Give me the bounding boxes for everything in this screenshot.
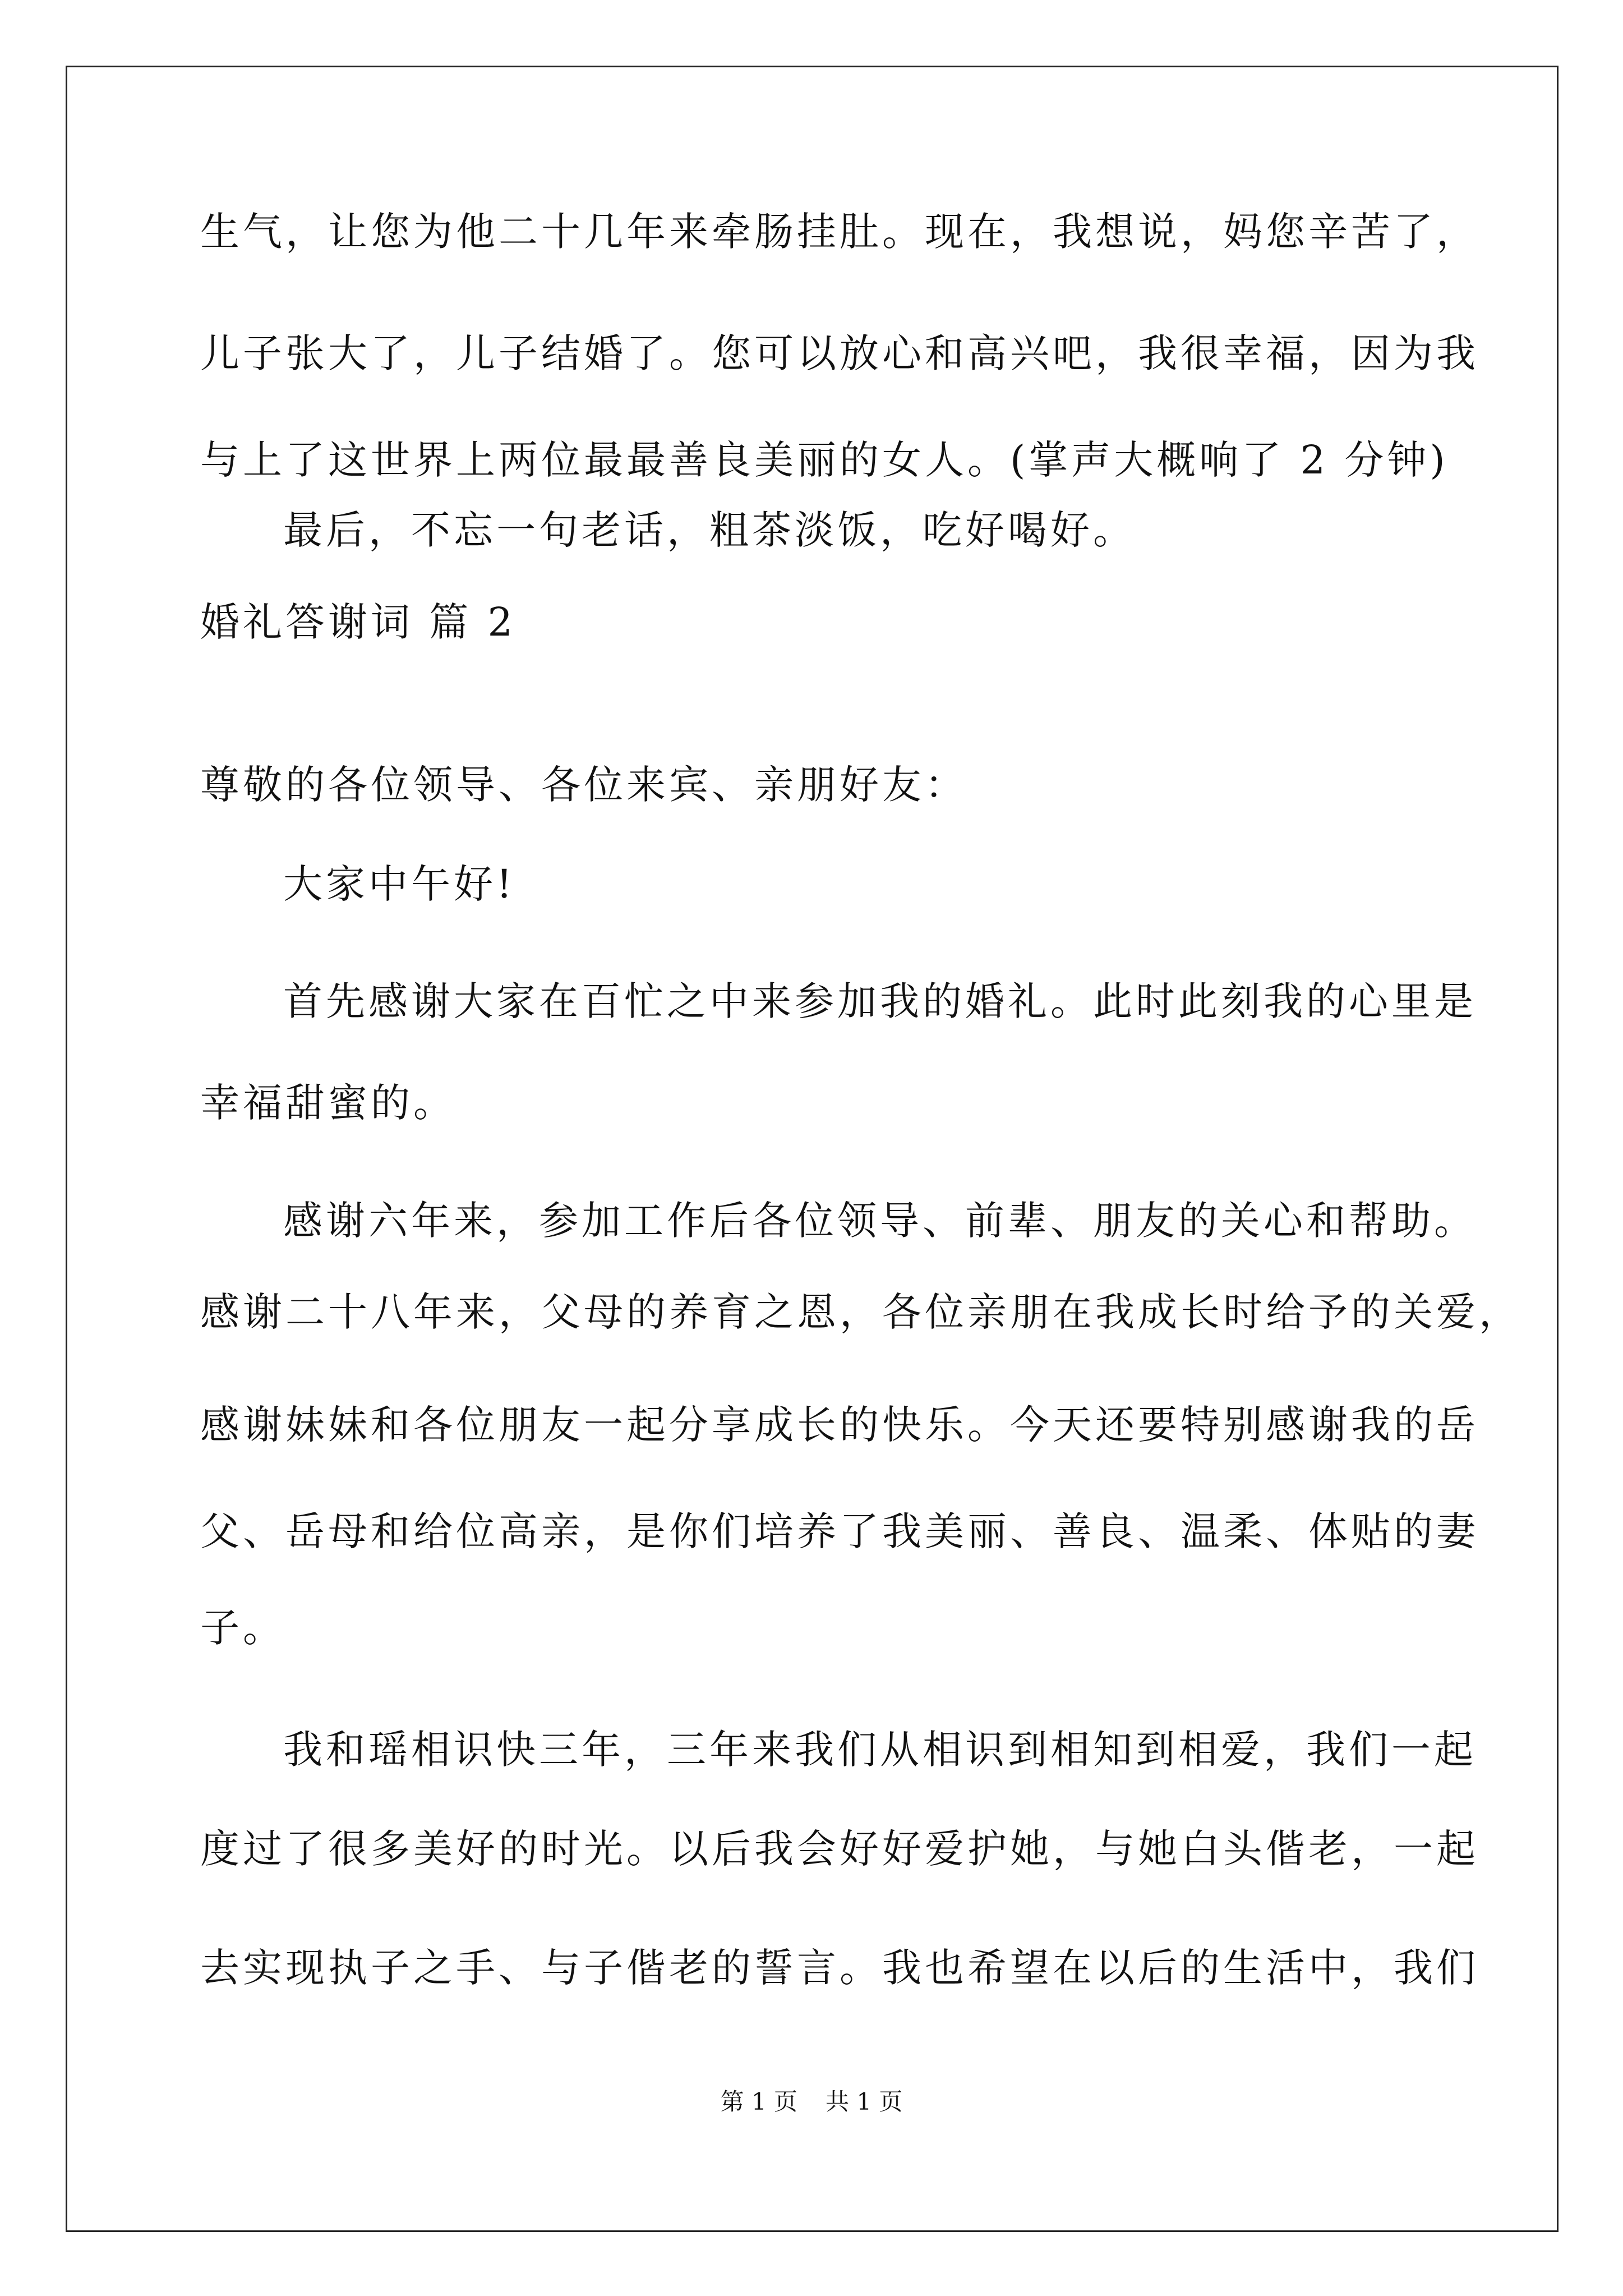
body-text-line: 感谢妹妹和各位朋友一起分享成长的快乐。今天还要特别感谢我的岳 [200, 1402, 1479, 1448]
body-text-line: 幸福甜蜜的。 [200, 1080, 456, 1126]
body-text-line: 感谢二十八年来，父母的养育之恩，各位亲朋在我成长时给予的关爱， [200, 1289, 1521, 1335]
greeting-line: 尊敬的各位领导、各位来宾、亲朋好友： [200, 762, 967, 808]
page-total: 共 1 页 [826, 2088, 903, 2115]
page-footer [0, 2085, 1623, 2119]
section-heading: 婚礼答谢词 篇 2 [200, 599, 517, 645]
body-text-line: 度过了很多美好的时光。以后我会好好爱护她，与她白头偕老，一起 [200, 1826, 1479, 1872]
body-text-line: 生气，让您为他二十几年来牵肠挂肚。现在，我想说，妈您辛苦了， [200, 209, 1479, 255]
body-text-line: 儿子张大了，儿子结婚了。您可以放心和高兴吧，我很幸福，因为我 [200, 330, 1479, 376]
body-text-line: 大家中午好! [283, 861, 516, 907]
page-border [66, 66, 1559, 2232]
body-text-line: 最后，不忘一句老话，粗茶淡饭，吃好喝好。 [283, 507, 1136, 553]
body-text-line: 与上了这世界上两位最最善良美丽的女人。(掌声大概响了 2 分钟) [200, 437, 1449, 483]
body-text-line: 去实现执子之手、与子偕老的誓言。我也希望在以后的生活中，我们 [200, 1945, 1479, 1991]
body-text-line: 我和瑶相识快三年，三年来我们从相识到相知到相爱，我们一起 [283, 1727, 1477, 1773]
body-text-line: 父、岳母和给位高亲，是你们培养了我美丽、善良、温柔、体贴的妻 [200, 1508, 1479, 1554]
page-number: 第 1 页 [720, 2088, 797, 2115]
body-text-line: 感谢六年来，参加工作后各位领导、前辈、朋友的关心和帮助。 [283, 1198, 1477, 1244]
body-text-line: 子。 [200, 1605, 285, 1651]
body-text-line: 首先感谢大家在百忙之中来参加我的婚礼。此时此刻我的心里是 [283, 978, 1477, 1024]
